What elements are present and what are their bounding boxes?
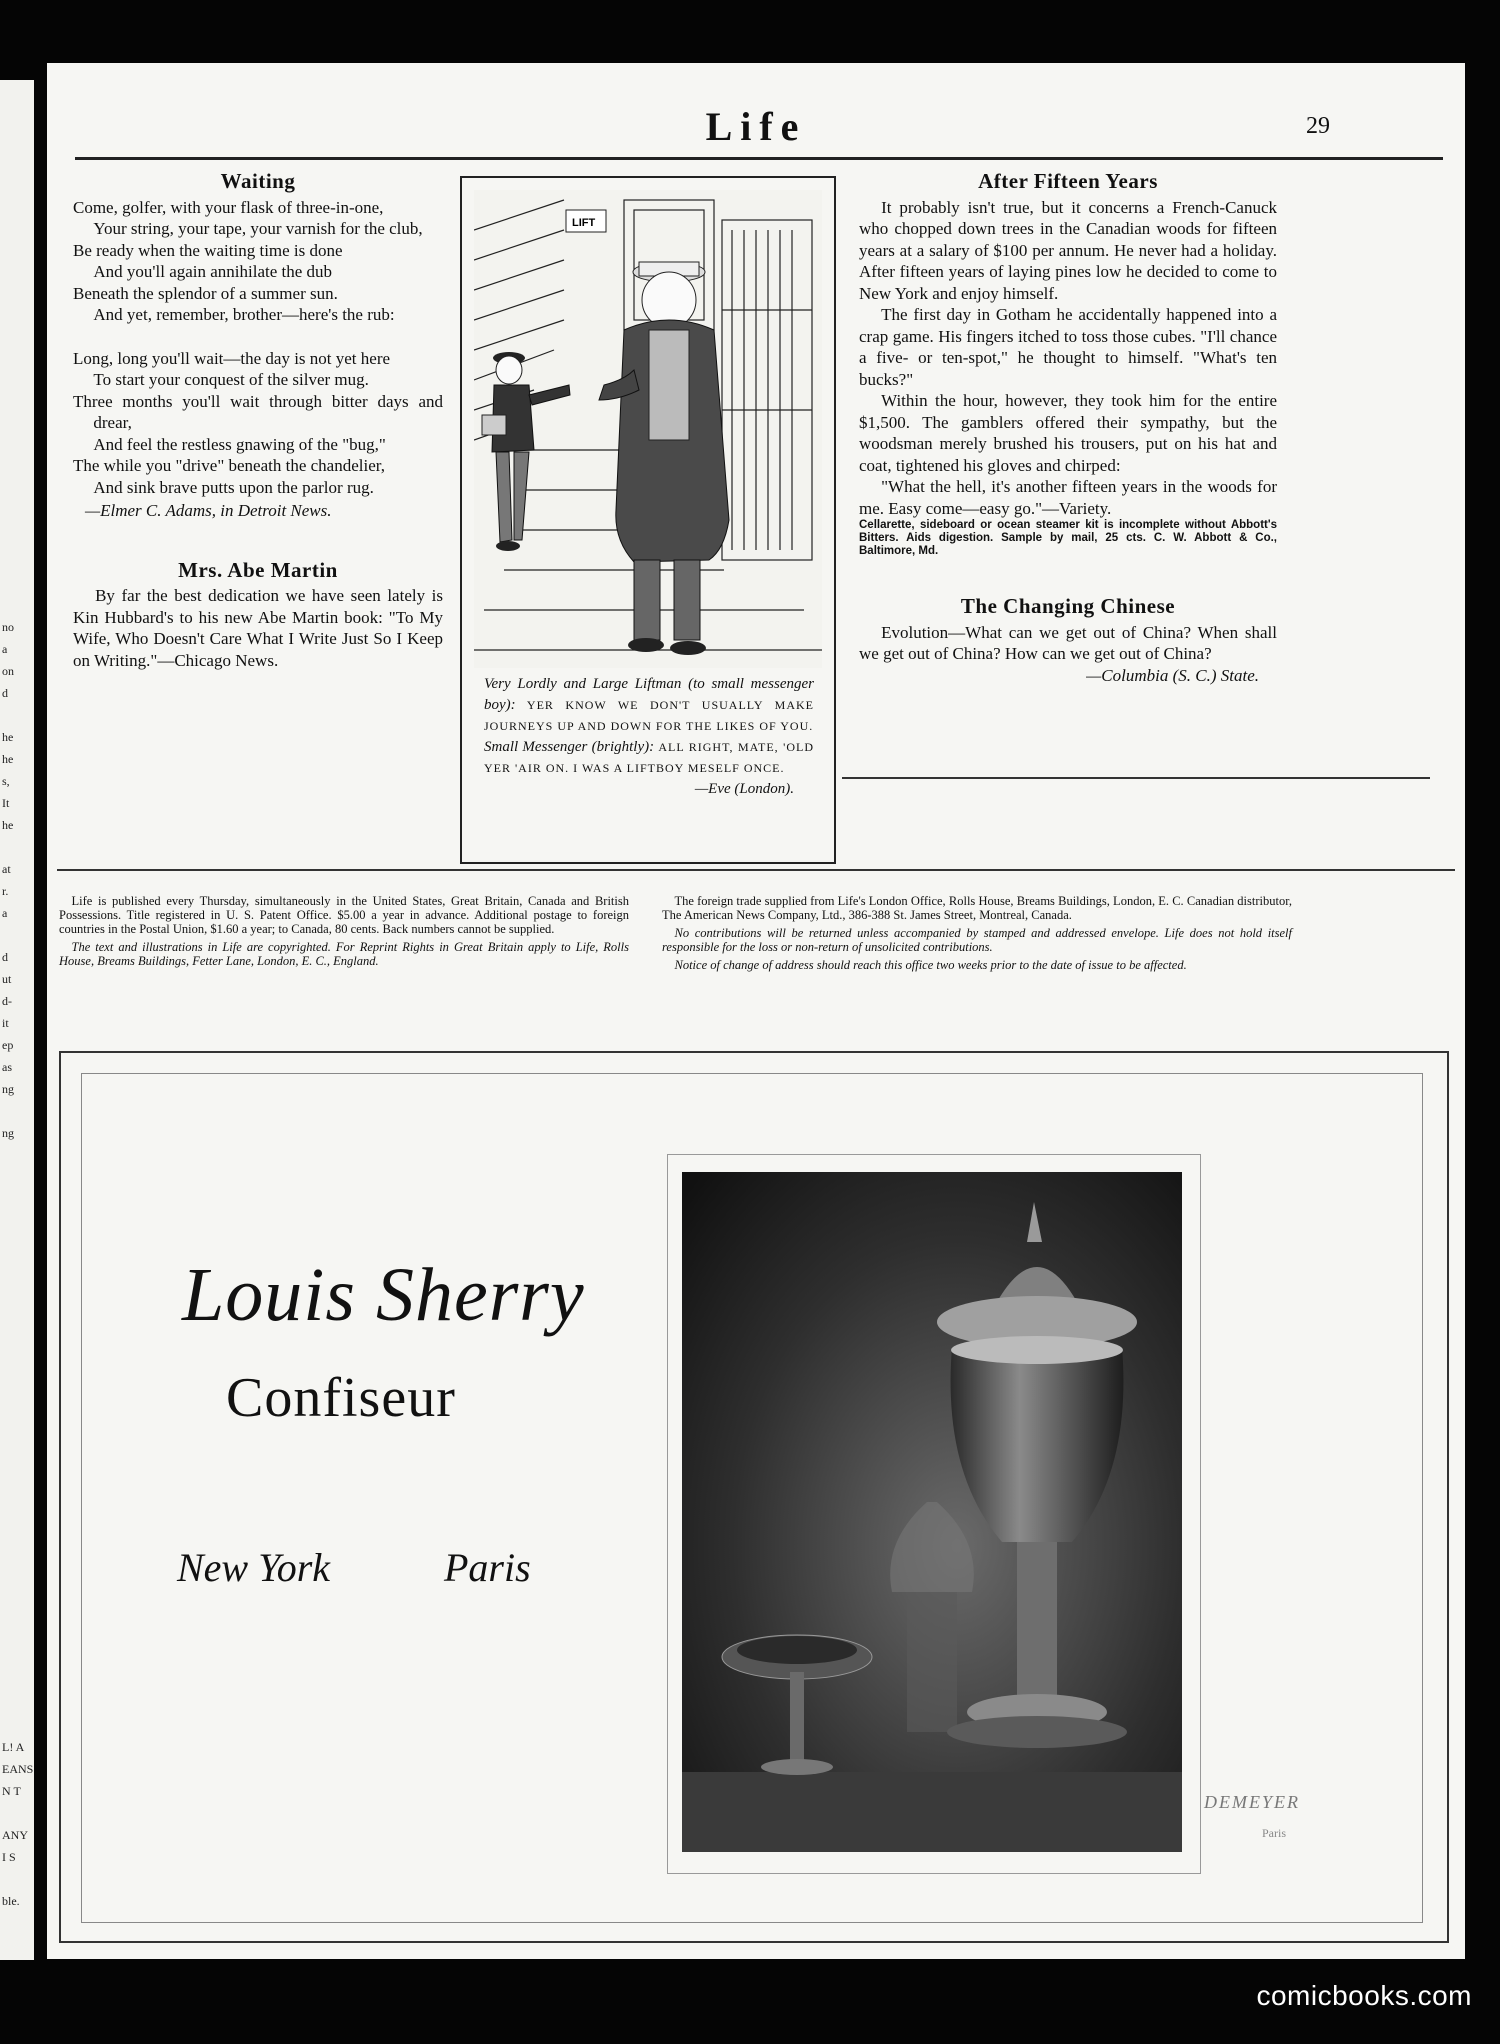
ad-city-new-york: New York xyxy=(177,1545,331,1590)
cartoon-caption xyxy=(484,674,814,800)
adjacent-page-text-fragment: ng xyxy=(2,1082,14,1096)
publisher-right-p1: The foreign trade supplied from Life's London Office, Rolls House, Breams Buildings, London, E. C. Canadian distributor, The American News Company, Ltd., 386-388 St. James Street, Montreal, Canada. xyxy=(662,894,1292,922)
adjacent-page-text-fragment: he xyxy=(2,730,14,744)
adjacent-page-text-fragment: a xyxy=(2,906,8,920)
fifteen-years-para-3: Within the hour, however, they took him for the entire $1,500. The gamblers offered their sympathy, but the woodsman merely brushed his trousers, put on his hat and coat, tightened his gloves and chirped: xyxy=(859,391,1277,475)
adjacent-page-text-fragment: ble. xyxy=(2,1894,20,1908)
masthead: Life xyxy=(705,104,807,149)
chinese-attribution: —Columbia (S. C.) State. xyxy=(1086,665,1259,685)
adjacent-page-strip xyxy=(0,80,34,1960)
poem-attribution: —Elmer C. Adams, in Detroit News. xyxy=(85,501,332,520)
lift-sign-text: LIFT xyxy=(572,217,596,229)
adjacent-page-text-fragment: a xyxy=(2,642,8,656)
adjacent-page-text-fragment: it xyxy=(2,1016,9,1030)
ad-subtitle: Confiseur xyxy=(226,1367,456,1429)
chinese-text: Evolution—What can we get out of China? When shall we get out of China? How can we get out of China? xyxy=(859,622,1277,663)
adjacent-page-text-fragment: d xyxy=(2,950,8,964)
poem-title: Waiting xyxy=(220,169,296,193)
photographer-location: Paris xyxy=(1262,1826,1286,1840)
adjacent-page-text-fragment: N T xyxy=(2,1784,21,1798)
poem-line: The while you "drive" beneath the chandelier, xyxy=(73,456,385,475)
caption-quote-2: ALL RIGHT, MATE, 'OLD YER 'AIR ON. I WAS A LIFTBOY MESELF ONCE. xyxy=(484,740,814,775)
adjacent-page-text-fragment: he xyxy=(2,818,14,832)
page-number: 29 xyxy=(1306,113,1330,139)
poem-line: Three months you'll wait through bitter days and drear, xyxy=(73,391,443,432)
fifteen-years-title: After Fifteen Years xyxy=(978,169,1158,193)
magazine-page xyxy=(47,63,1465,1959)
adjacent-page-text-fragment: on xyxy=(2,664,14,678)
ad-inner-border xyxy=(81,1073,1423,1923)
louis-sherry-advertisement xyxy=(59,1051,1449,1943)
adjacent-page-text-fragment: he xyxy=(2,752,14,766)
adjacent-page-text-fragment: ep xyxy=(2,1038,14,1052)
fifteen-years-para-1: It probably isn't true, but it concerns a French-Canuck who chopped down trees in the Canadian woods for fifteen years at a salary of $100 per annum. He never had a holiday. After fifteen years of laying pines low he decided to come to New York and enjoy himself. xyxy=(859,197,1277,303)
poem-line: To start your conquest of the silver mug. xyxy=(93,370,369,389)
poem-line: Come, golfer, with your flask of three-in-one, xyxy=(73,197,384,217)
column-rule xyxy=(842,777,1430,779)
adjacent-page-text-fragment: d- xyxy=(2,994,12,1008)
liftman-cartoon-illustration xyxy=(474,190,822,668)
poem-line: And yet, remember, brother—here's the rub: xyxy=(93,305,395,324)
poem-line: Beneath the splendor of a summer sun. xyxy=(73,283,338,303)
publisher-info-left xyxy=(59,894,629,972)
abbotts-bitters-ad: Cellarette, sideboard or ocean steamer kit is incomplete without Abbott's Bitters. Aids digestion. Sample by mail, 25 cts. C. W. Abbott & Co., Baltimore, Md. xyxy=(859,519,1277,557)
header-rule xyxy=(75,157,1443,160)
adjacent-page-text-fragment: r. xyxy=(2,884,9,898)
adjacent-page-text-fragment: no xyxy=(2,620,14,634)
publisher-left-p2: The text and illustrations in Life are copyrighted. For Reprint Rights in Great Britain apply to Life, Rolls House, Breams Buildings, Fetter Lane, London, E. C., England. xyxy=(59,940,629,968)
publisher-left-p1: Life is published every Thursday, simultaneously in the United States, Great Britain, Canada and British Possessions. Title registered in U. S. Patent Office. $5.00 a year in advance. Additional postage to foreign countries in the Postal Union, $1.60 a year; to Canada, 80 cents. Back numbers cannot be supplied. xyxy=(59,894,629,936)
caption-speaker-1: Very Lordly and Large Liftman (to small messenger boy): xyxy=(484,676,814,713)
adjacent-page-text-fragment: s, xyxy=(2,774,10,788)
adjacent-page-text-fragment: at xyxy=(2,862,11,876)
adjacent-page-text-fragment: I S xyxy=(2,1850,16,1864)
poem-body xyxy=(73,197,443,499)
publisher-info-right xyxy=(662,894,1292,976)
adjacent-page-text-fragment: as xyxy=(2,1060,12,1074)
poem-line: Your string, your tape, your varnish for the club, xyxy=(93,219,423,238)
adjacent-page-text-fragment: ANY xyxy=(2,1828,28,1842)
abe-martin-title: Mrs. Abe Martin xyxy=(178,557,338,582)
poem-line: And sink brave putts upon the parlor rug. xyxy=(93,477,374,497)
fifteen-years-para-4: "What the hell, it's another fifteen years in the woods for me. Easy come—easy go."—Variety. xyxy=(859,477,1277,518)
site-watermark: comicbooks.com xyxy=(1256,1980,1472,2011)
publisher-right-p3: Notice of change of address should reach this office two weeks prior to the date of issue to be affected. xyxy=(674,958,1187,972)
confection-jar-photograph xyxy=(682,1172,1182,1852)
photographer-signature: DEMEYER xyxy=(1204,1792,1300,1812)
stanza-gap xyxy=(73,326,443,348)
abe-martin-text: By far the best dedication we have seen lately is Kin Hubbard's to his new Abe Martin book: "To My Wife, Who Doesn't Care What I Write Just So I Keep on Writing."—Chicago News. xyxy=(73,586,443,670)
publisher-right-p2: No contributions will be returned unless accompanied by stamped and addressed envelope. Life does not hold itself responsible for the loss or non-return of unsolicited contributions. xyxy=(662,926,1292,954)
poem-line: Be ready when the waiting time is done xyxy=(73,240,343,260)
ad-brand-name: Louis Sherry xyxy=(182,1253,585,1337)
adjacent-page-text-fragment: ng xyxy=(2,1126,14,1140)
poem-line: And you'll again annihilate the dub xyxy=(93,262,333,281)
ad-city-paris: Paris xyxy=(444,1545,531,1590)
caption-speaker-2: Small Messenger (brightly): xyxy=(484,739,655,755)
cartoon-box xyxy=(460,176,836,864)
chinese-title: The Changing Chinese xyxy=(960,594,1176,618)
adjacent-page-text-fragment: EANS xyxy=(2,1762,34,1776)
adjacent-page-text-fragment: ut xyxy=(2,972,12,986)
fifteen-years-para-2: The first day in Gotham he accidentally happened into a crap game. His fingers itched to toss those cubes. "I'll chance a five- or ten-spot," he thought to himself. "What's ten bucks?" xyxy=(859,305,1277,389)
poem-line: Long, long you'll wait—the day is not yet here xyxy=(73,348,391,368)
column-right xyxy=(859,171,1277,686)
publisher-rule xyxy=(57,869,1455,871)
adjacent-page-text-fragment: It xyxy=(2,796,10,810)
adjacent-page-text-fragment: d xyxy=(2,686,8,700)
caption-quote-1: YER KNOW WE DON'T USUALLY MAKE JOURNEYS UP AND DOWN FOR THE LIKES OF YOU. xyxy=(484,698,814,733)
poem-line: And feel the restless gnawing of the "bug," xyxy=(93,434,386,454)
cartoon-credit: —Eve (London). xyxy=(694,781,794,797)
column-left xyxy=(73,171,443,671)
adjacent-page-text-fragment: L! A xyxy=(2,1740,25,1754)
